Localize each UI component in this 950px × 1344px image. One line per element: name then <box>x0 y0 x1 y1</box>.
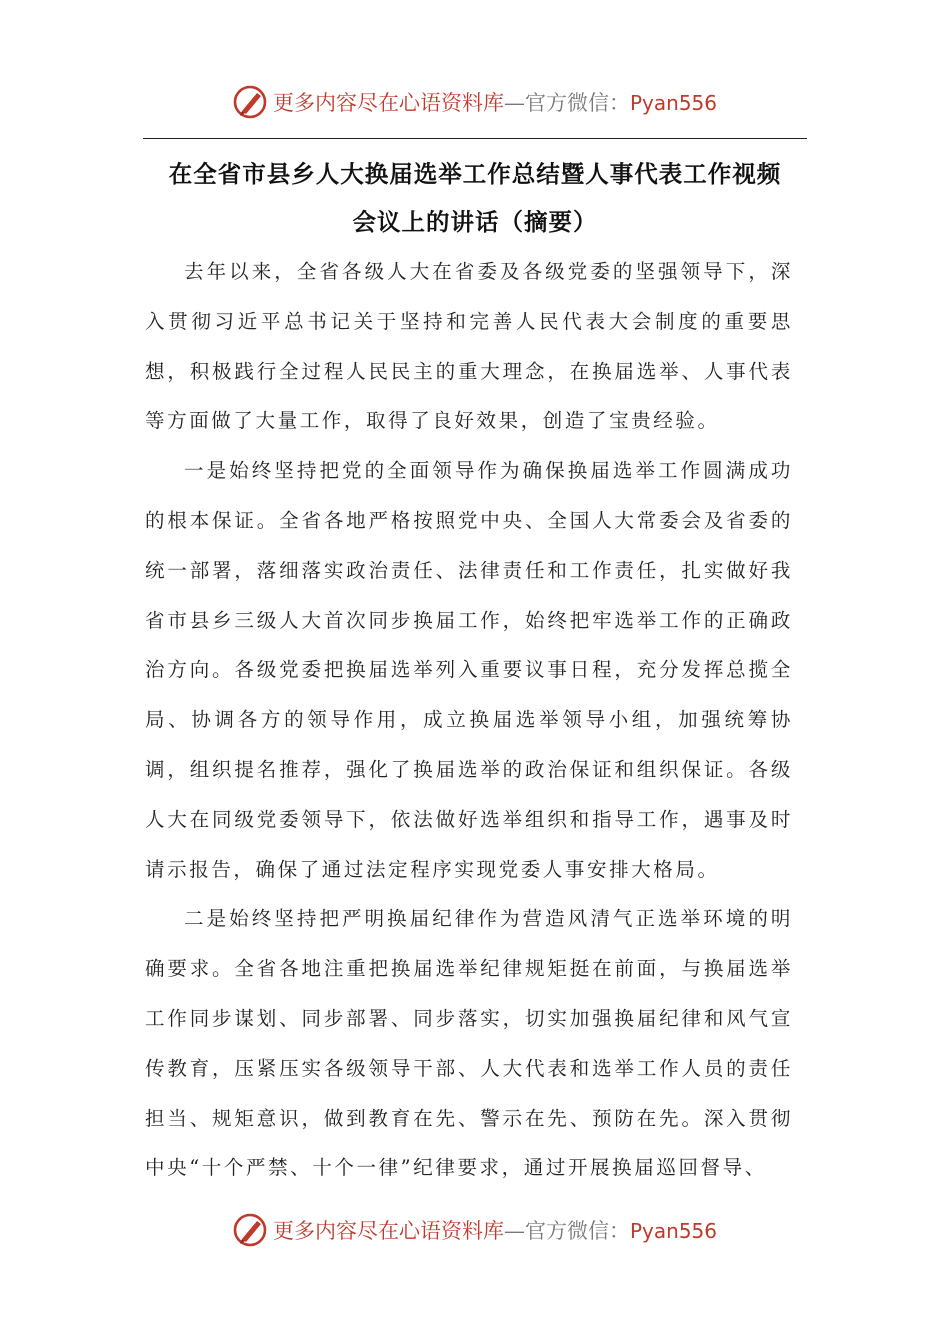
banner-separator: — <box>503 91 525 115</box>
header-banner <box>0 80 950 124</box>
paragraph-intro: 去年以来，全省各级人大在省委及各级党委的坚强领导下，深入贯彻习近平总书记关于坚持和完善人民代表大会制度的重要思想，积极践行全过程人民民主的重大理念，在换届选举、人事代表等方面做了大量工作，取得了良好效果，创造了宝贵经验。 <box>145 260 793 433</box>
banner-separator: — <box>503 1219 525 1243</box>
header-divider <box>143 138 807 139</box>
banner-text <box>273 87 717 117</box>
document-title <box>143 150 807 246</box>
banner-slogan: 更多内容尽在心语资料库 <box>272 91 504 115</box>
banner-wechat-label: 官方微信： <box>524 1219 630 1243</box>
pen-logo-icon <box>233 84 269 120</box>
title-line-1: 在全省市县乡人大换届选举工作总结暨人事代表工作视频 <box>168 160 782 188</box>
banner-slogan: 更多内容尽在心语资料库 <box>272 1219 504 1243</box>
banner-text <box>273 1215 717 1245</box>
document-body <box>145 247 793 1193</box>
title-line-2: 会议上的讲话（摘要） <box>352 208 598 236</box>
banner-wechat-id: Pyan556 <box>629 1219 717 1243</box>
pen-logo-icon <box>233 1212 269 1248</box>
paragraph-point-2: 二是始终坚持把严明换届纪律作为营造风清气正选举环境的明确要求。全省各地注重把换届选举纪律规矩挺在前面，与换届选举工作同步谋划、同步部署、同步落实，切实加强换届纪律和风气宣传教育，压紧压实各级领导干部、人大代表和选举工作人员的责任担当、规矩意识，做到教育在先、警示在先、预防在先。深入贯彻中央“十个严禁、十个一律”纪律要求，通过开展换届巡回督导、 <box>145 907 793 1180</box>
banner-wechat-label: 官方微信： <box>524 91 630 115</box>
footer-banner <box>0 1208 950 1252</box>
paragraph-point-1: 一是始终坚持把党的全面领导作为确保换届选举工作圆满成功的根本保证。全省各地严格按照党中央、全国人大常委会及省委的统一部署，落细落实政治责任、法律责任和工作责任，扎实做好我省市县乡三级人大首次同步换届工作，始终把牢选举工作的正确政治方向。各级党委把换届选举列入重要议事日程，充分发挥总揽全局、协调各方的领导作用，成立换届选举领导小组，加强统筹协调，组织提名推荐，强化了换届选举的政治保证和组织保证。各级人大在同级党委领导下，依法做好选举组织和指导工作，遇事及时请示报告，确保了通过法定程序实现党委人事安排大格局。 <box>145 459 793 881</box>
banner-wechat-id: Pyan556 <box>629 91 717 115</box>
